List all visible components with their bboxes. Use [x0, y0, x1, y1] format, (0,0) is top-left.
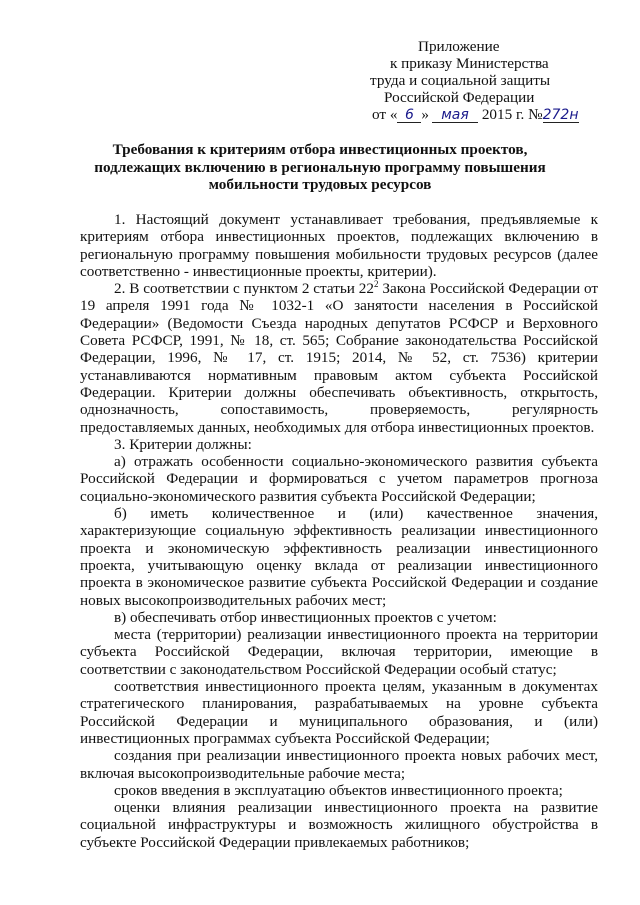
title-line: подлежащих включению в региональную программу повышения: [94, 158, 546, 176]
criterion-location: места (территории) реализации инвестиционного проекта на территории субъекта Российской Федерации, включая территории, имеющие в соответствии с законодательством Российской Федерации особый статус;: [80, 626, 598, 678]
appendix-label: Приложение: [418, 38, 500, 55]
appendix-header: [356, 38, 616, 123]
criterion-new-jobs: создания при реализации инвестиционного проекта новых рабочих мест, включая высокопроизводительные рабочие места;: [80, 747, 598, 782]
paragraph-3: 3. Критерии должны:: [114, 435, 252, 453]
date-mid: »: [421, 106, 430, 123]
order-number-handwritten: 272н: [542, 107, 579, 123]
subparagraph-v: в) обеспечивать отбор инвестиционных проектов с учетом:: [114, 608, 497, 626]
date-day-handwritten: 6: [397, 108, 421, 123]
ministry-name: труда и социальной защиты: [370, 72, 551, 89]
order-date-line: [356, 106, 616, 123]
title-line: мобильности трудовых ресурсов: [208, 176, 432, 193]
article-superscript: 2: [373, 279, 379, 290]
subparagraph-a: а) отражать особенности социально-экономического развития субъекта Российской Федерации и формироваться с учетом параметров прогноза социально-экономического развития субъекта Российской Федерации;: [80, 453, 598, 505]
date-year: 2015 г. №: [478, 106, 543, 123]
criterion-social-infrastructure: оценки влияния реализации инвестиционного проекта на развитие социальной инфраструктуры и возможность жилищного обустройства в субъекте Российской Федерации привлекаемых работников;: [80, 799, 598, 851]
criterion-commissioning-dates: сроков введения в эксплуатацию объектов инвестиционного проекта;: [114, 781, 563, 799]
paragraph-2: [80, 280, 598, 436]
document-body: [80, 211, 598, 851]
federation-name: Российской Федерации: [384, 89, 535, 106]
document-title: [70, 141, 570, 194]
paragraph-2-rest: Закона Российской Федерации от 19 апреля 1991 года № 1032-1 «О занятости населения в Российской Федерации» (Ведомости Съезда народных депутатов РСФСР и Верховного Совета РСФСР, 1991, № 18, ст. 565; Собрание законодательства Российской Федерации, 1996, № 17, ст. 1915; 2014, № 52, ст. 7536) критерии устанавливаются нормативным правовым актом субъекта Российской Федерации. Критерии должны обеспечивать объективность, открытость, однозначность, сопоставимость, проверяемость, регулярность предоставляемых данных, необходимых для отбора инвестиционных проектов.: [80, 280, 598, 436]
paragraph-1: 1. Настоящий документ устанавливает требования, предъявляемые к критериям отбора инвестиционных проектов, подлежащих включению в региональную программу повышения мобильности трудовых ресурсов (далее соответственно - инвестиционные проекты, критерии).: [80, 211, 598, 280]
paragraph-2-start: 2. В соответствии с пунктом 2 статьи 22: [114, 280, 374, 298]
subparagraph-b: б) иметь количественное и (или) качественное значения, характеризующие социальную эффективность реализации инвестиционного проекта и экономическую эффективность реализации инвестиционного проекта, учитывающую оценку вклада от реализации инвестиционного проекта в экономическое развитие субъекта Российской Федерации и создание новых высокопроизводительных рабочих мест;: [80, 505, 598, 609]
title-line: Требования к критериям отбора инвестиционных проектов,: [112, 141, 528, 158]
date-prefix: от «: [372, 106, 398, 123]
criterion-strategic-goals: соответствия инвестиционного проекта целям, указанным в документах стратегического планирования, разрабатываемых на уровне субъекта Российской Федерации и муниципального образования, и (или) инвестиционных программах субъекта Российской Федерации;: [80, 678, 598, 747]
order-reference: к приказу Министерства: [390, 55, 549, 72]
date-month-handwritten: мая: [432, 108, 478, 123]
